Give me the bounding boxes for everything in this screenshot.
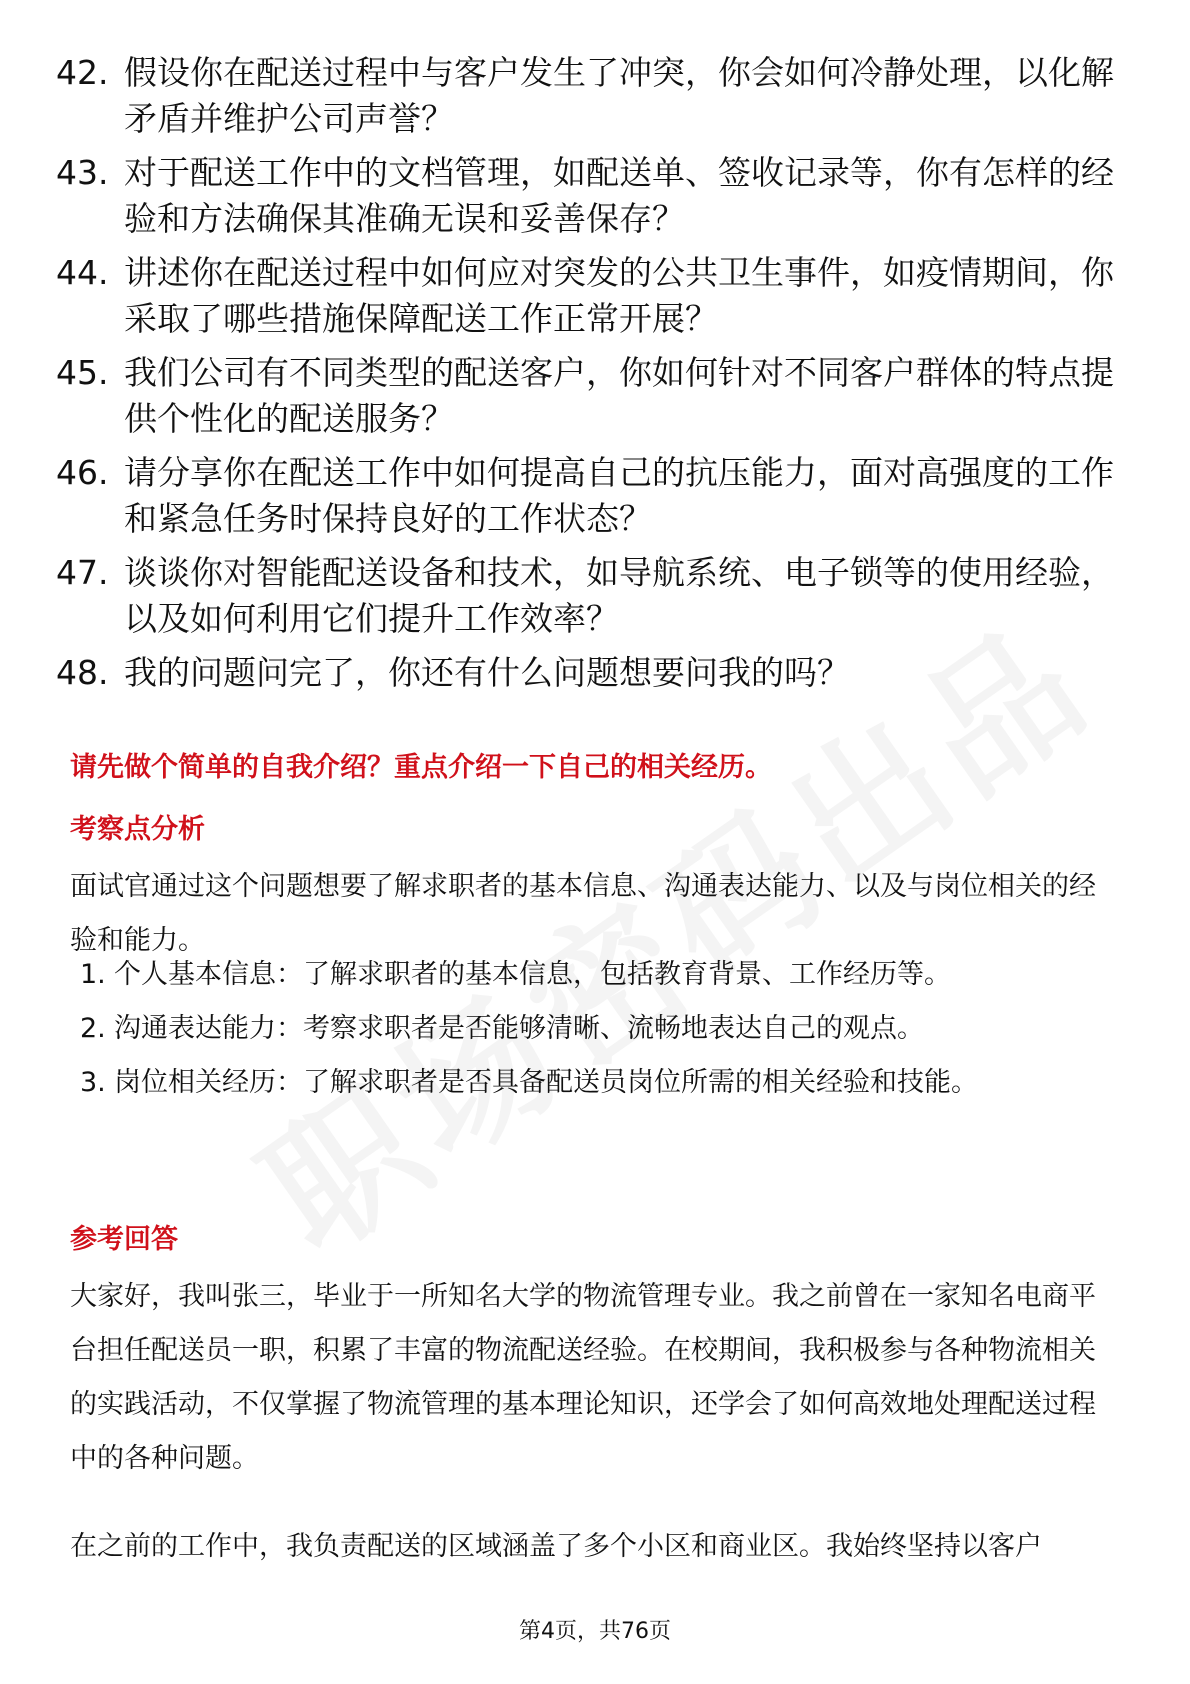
question-item xyxy=(56,550,1136,642)
list-item xyxy=(80,1056,1120,1110)
question-text: 我的问题问完了，你还有什么问题想要问我的吗？ xyxy=(124,653,850,692)
analysis-heading: 考察点分析 xyxy=(70,814,205,845)
section-question-heading: 请先做个简单的自我介绍？重点介绍一下自己的相关经历。 xyxy=(70,752,772,783)
question-text: 谈谈你对智能配送设备和技术，如导航系统、电子锁等的使用经验，以及如何利用它们提升工作效率？ xyxy=(124,553,1114,638)
question-list xyxy=(56,50,1136,704)
answer-paragraph-1: 大家好，我叫张三，毕业于一所知名大学的物流管理专业。我之前曾在一家知名电商平台担任配送员一职，积累了丰富的物流配送经验。在校期间，我积极参与各种物流相关的实践活动，不仅掌握了物流管理的基本理论知识，还学会了如何高效地处理配送过程中的各种问题。 xyxy=(70,1281,1096,1474)
question-item xyxy=(56,350,1136,442)
question-text: 对于配送工作中的文档管理，如配送单、签收记录等，你有怎样的经验和方法确保其准确无误和妥善保存？ xyxy=(124,153,1114,238)
question-item xyxy=(56,250,1136,342)
list-item-text: 岗位相关经历：了解求职者是否具备配送员岗位所需的相关经验和技能。 xyxy=(114,1067,978,1098)
analysis-intro: 面试官通过这个问题想要了解求职者的基本信息、沟通表达能力、以及与岗位相关的经验和能力。 xyxy=(70,871,1096,956)
question-item xyxy=(56,650,1136,696)
list-item-number: 3. xyxy=(80,1067,106,1098)
question-number: 46. xyxy=(56,453,109,492)
analysis-points-list xyxy=(80,948,1120,1110)
question-item xyxy=(56,450,1136,542)
list-item xyxy=(80,948,1120,1002)
list-item-number: 1. xyxy=(80,959,106,990)
list-item-text: 沟通表达能力：考察求职者是否能够清晰、流畅地表达自己的观点。 xyxy=(114,1013,924,1044)
question-number: 42. xyxy=(56,53,109,92)
question-text: 请分享你在配送工作中如何提高自己的抗压能力，面对高强度的工作和紧急任务时保持良好的工作状态？ xyxy=(124,453,1114,538)
question-text: 假设你在配送过程中与客户发生了冲突，你会如何冷静处理，以化解矛盾并维护公司声誉？ xyxy=(124,53,1114,138)
question-number: 48. xyxy=(56,653,109,692)
question-item xyxy=(56,50,1136,142)
answer-paragraph-2: 在之前的工作中，我负责配送的区域涵盖了多个小区和商业区。我始终坚持以客户 xyxy=(70,1531,1042,1562)
question-text: 我们公司有不同类型的配送客户，你如何针对不同客户群体的特点提供个性化的配送服务？ xyxy=(124,353,1114,438)
list-item-number: 2. xyxy=(80,1013,106,1044)
page-footer: 第4页，共76页 xyxy=(519,1619,671,1644)
question-item xyxy=(56,150,1136,242)
question-number: 43. xyxy=(56,153,109,192)
list-item xyxy=(80,1002,1120,1056)
question-number: 47. xyxy=(56,553,109,592)
question-text: 讲述你在配送过程中如何应对突发的公共卫生事件，如疫情期间，你采取了哪些措施保障配送工作正常开展？ xyxy=(124,253,1114,338)
question-number: 45. xyxy=(56,353,109,392)
question-number: 44. xyxy=(56,253,109,292)
list-item-text: 个人基本信息：了解求职者的基本信息，包括教育背景、工作经历等。 xyxy=(114,959,951,990)
answer-heading: 参考回答 xyxy=(70,1224,178,1255)
